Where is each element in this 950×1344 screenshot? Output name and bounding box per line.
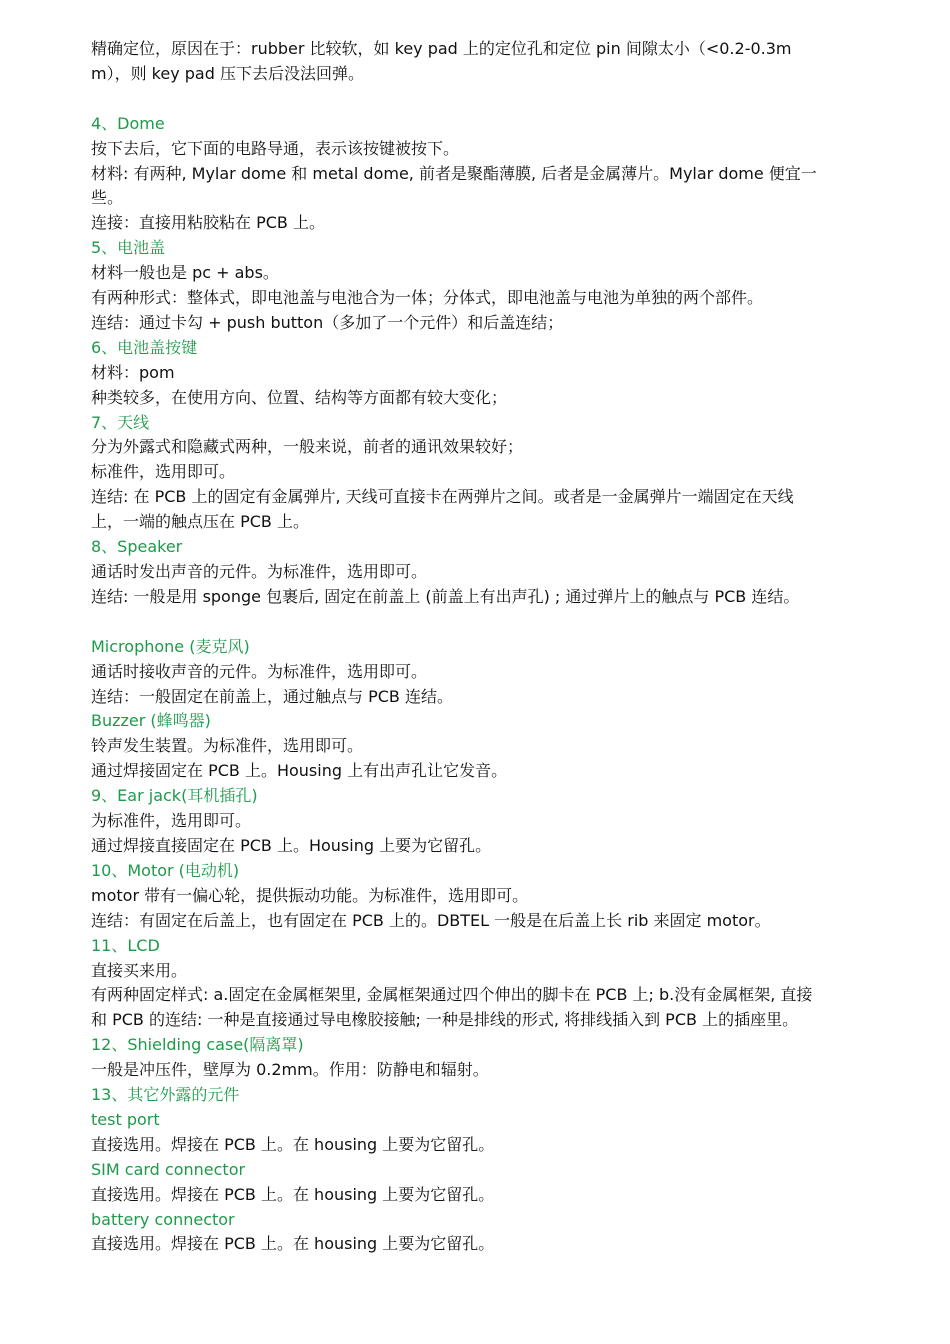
section-heading: 12、Shielding case(隔离罩) bbox=[91, 1035, 304, 1055]
body-text: 通话时接收声音的元件。为标准件，选用即可。 bbox=[91, 661, 428, 681]
paragraph-spacer bbox=[91, 610, 821, 635]
section-heading: 7、天线 bbox=[91, 412, 150, 432]
body-text: 铃声发生装置。为标准件，选用即可。 bbox=[91, 736, 364, 756]
body-text: 直接选用。焊接在 PCB 上。在 housing 上要为它留孔。 bbox=[91, 1134, 495, 1154]
body-text: 分为外露式和隐藏式两种，一般来说，前者的通讯效果较好； bbox=[91, 437, 524, 457]
section-heading: 9、Ear jack(耳机插孔) bbox=[91, 786, 258, 806]
section-heading: Microphone (麦克风) bbox=[91, 636, 250, 656]
body-text: 直接选用。焊接在 PCB 上。在 housing 上要为它留孔。 bbox=[91, 1184, 495, 1204]
body-text: 种类较多，在使用方向、位置、结构等方面都有较大变化； bbox=[91, 387, 508, 407]
section-heading: SIM card connector bbox=[91, 1159, 246, 1179]
document-body bbox=[91, 37, 821, 1257]
body-text: 连结: 在 PCB 上的固定有金属弹片, 天线可直接卡在两弹片之间。或者是一金属弹片一端固定在天线上，一端的触点压在 PCB 上。 bbox=[91, 487, 794, 532]
section-heading: Buzzer (蜂鸣器) bbox=[91, 711, 211, 731]
body-text: 连结: 一般是用 sponge 包裹后, 固定在前盖上 (前盖上有出声孔) ; 通过弹片上的触点与 PCB 连结。 bbox=[91, 586, 800, 606]
body-text: 直接选用。焊接在 PCB 上。在 housing 上要为它留孔。 bbox=[91, 1234, 495, 1254]
body-text: 直接买来用。 bbox=[91, 960, 188, 980]
body-text: 有两种形式：整体式，即电池盖与电池合为一体；分体式，即电池盖与电池为单独的两个部件。 bbox=[91, 288, 764, 308]
body-text: 通过焊接固定在 PCB 上。Housing 上有出声孔让它发音。 bbox=[91, 761, 508, 781]
body-text: 连接：直接用粘胶粘在 PCB 上。 bbox=[91, 213, 325, 233]
body-text: 连结：有固定在后盖上，也有固定在 PCB 上的。DBTEL 一般是在后盖上长 rib 来固定 motor。 bbox=[91, 910, 771, 930]
body-text: 按下去后，它下面的电路导通，表示该按键被按下。 bbox=[91, 138, 460, 158]
section-heading: 10、Motor (电动机) bbox=[91, 860, 240, 880]
section-heading: test port bbox=[91, 1109, 160, 1129]
section-heading: 11、LCD bbox=[91, 935, 160, 955]
body-text: 标准件，选用即可。 bbox=[91, 462, 236, 482]
body-text: 精确定位，原因在于：rubber 比较软，如 key pad 上的定位孔和定位 pin 间隙太小（<0.2-0.3mm），则 key pad 压下去后没法回弹。 bbox=[91, 39, 792, 83]
section-heading: 13、其它外露的元件 bbox=[91, 1085, 240, 1105]
body-text: 连结：通过卡勾 + push button（多加了一个元件）和后盖连结； bbox=[91, 312, 564, 332]
body-text: 材料一般也是 pc + abs。 bbox=[91, 263, 279, 283]
body-text: 通过焊接直接固定在 PCB 上。Housing 上要为它留孔。 bbox=[91, 835, 492, 855]
section-heading: 8、Speaker bbox=[91, 537, 183, 557]
section-heading: 4、Dome bbox=[91, 113, 165, 133]
section-heading: 6、电池盖按键 bbox=[91, 337, 198, 357]
body-text: 通话时发出声音的元件。为标准件，选用即可。 bbox=[91, 562, 428, 582]
body-text: 为标准件，选用即可。 bbox=[91, 811, 252, 831]
paragraph-spacer bbox=[91, 87, 821, 112]
body-text: 材料：pom bbox=[91, 362, 175, 382]
body-text: 有两种固定样式: a.固定在金属框架里, 金属框架通过四个伸出的脚卡在 PCB 上; b.没有金属框架, 直接和 PCB 的连结: 一种是直接通过导电橡胶接触; 一种是排线的形式, 将排线插入到 PCB 上的插座里。 bbox=[91, 985, 813, 1030]
body-text: 材料: 有两种, Mylar dome 和 metal dome, 前者是聚酯薄膜, 后者是金属薄片。Mylar dome 便宜一些。 bbox=[91, 163, 817, 208]
section-heading: battery connector bbox=[91, 1209, 235, 1229]
section-heading: 5、电池盖 bbox=[91, 238, 166, 258]
body-text: 连结：一般固定在前盖上，通过触点与 PCB 连结。 bbox=[91, 686, 453, 706]
body-text: 一般是冲压件，壁厚为 0.2mm。作用：防静电和辐射。 bbox=[91, 1060, 489, 1080]
body-text: motor 带有一偏心轮，提供振动功能。为标准件，选用即可。 bbox=[91, 885, 529, 905]
